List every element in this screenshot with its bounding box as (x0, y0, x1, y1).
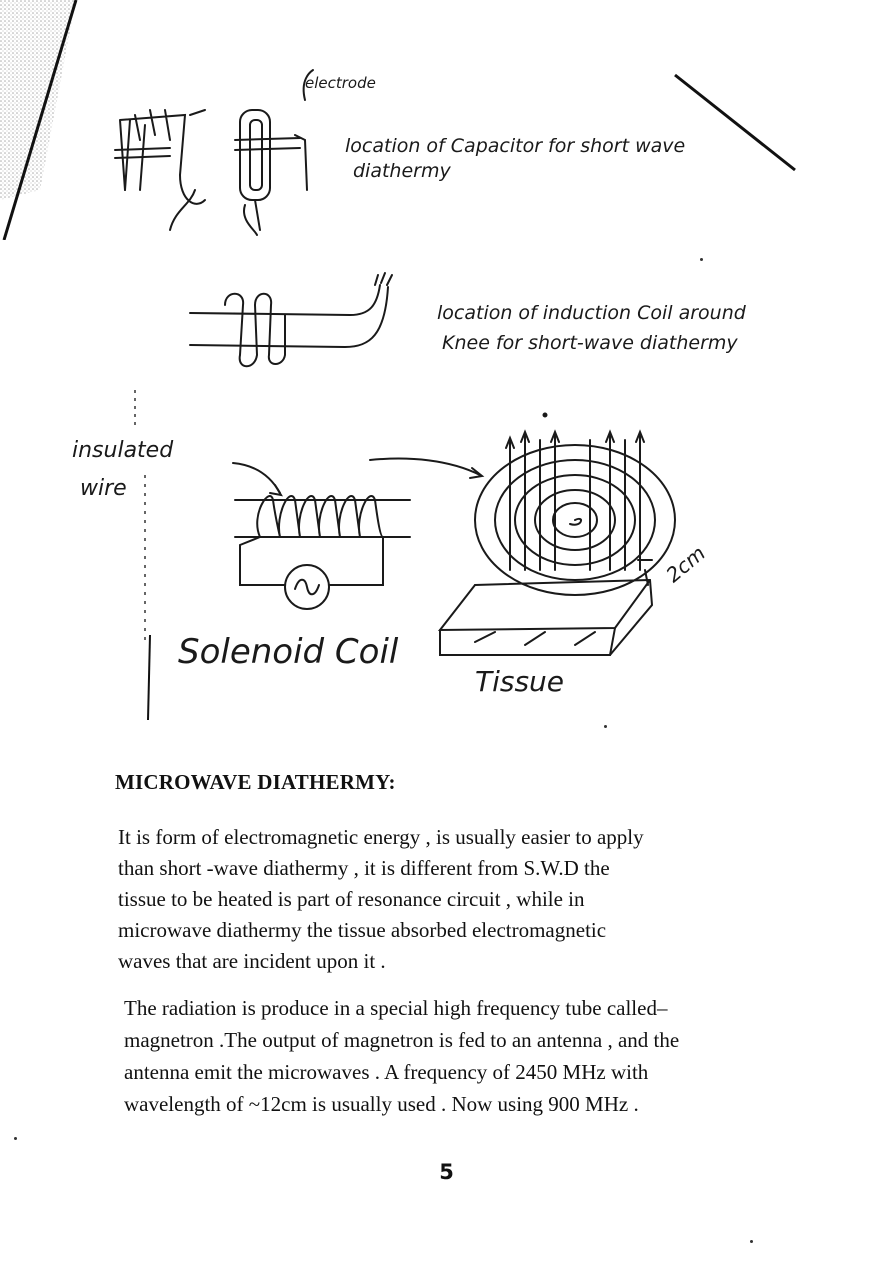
page-number: 5 (439, 1160, 454, 1184)
paragraph-2-line: magnetron .The output of magnetron is fed to an antenna , and the (124, 1028, 680, 1052)
paragraph-1-line: than short -wave diathermy , it is different from S.W.D the (118, 856, 610, 880)
induction-caption-line2: Knee for short-wave diathermy (442, 332, 738, 354)
section-title: MICROWAVE DIATHERMY: (115, 770, 396, 794)
tissue-thickness-label: 2cm (661, 540, 710, 588)
tissue-caption: Tissue (475, 665, 565, 698)
capacitor-electrode-sketch (95, 80, 335, 240)
paragraph-1-line: waves that are incident upon it . (118, 949, 386, 973)
paragraph-2-line: antenna emit the microwaves . A frequency of 2450 MHz with (124, 1060, 649, 1084)
paragraph-1-line: It is form of electromagnetic energy , is usually easier to apply (118, 825, 644, 849)
electrode-label: electrode (305, 74, 376, 92)
induction-coil-knee-sketch (185, 275, 405, 365)
scan-dot (14, 1137, 17, 1140)
left-margin-line (130, 385, 160, 725)
diagonal-stroke (675, 75, 800, 175)
capacitor-caption-line2: diathermy (353, 160, 451, 182)
paragraph-1-line: tissue to be heated is part of resonance circuit , while in (118, 887, 585, 911)
spiral-coil-tissue-sketch (370, 420, 710, 670)
scan-dot (750, 1240, 753, 1243)
paragraph-2-line: wavelength of ~12cm is usually used . Now using 900 MHz . (124, 1092, 639, 1116)
scan-dot (604, 725, 607, 728)
induction-caption-line1: location of induction Coil around (437, 302, 746, 324)
paragraph-1-line: microwave diathermy the tissue absorbed electromagnetic (118, 918, 607, 942)
insulated-wire-label-line2: wire (80, 476, 127, 501)
insulated-wire-label-line1: insulated (72, 438, 174, 463)
scan-dot (700, 258, 703, 261)
paragraph-2-line: The radiation is produce in a special high frequency tube called– (124, 996, 668, 1020)
solenoid-caption: Solenoid Coil (178, 632, 399, 672)
capacitor-caption-line1: location of Capacitor for short wave (345, 135, 686, 157)
scan-edge-artifact (0, 0, 80, 240)
